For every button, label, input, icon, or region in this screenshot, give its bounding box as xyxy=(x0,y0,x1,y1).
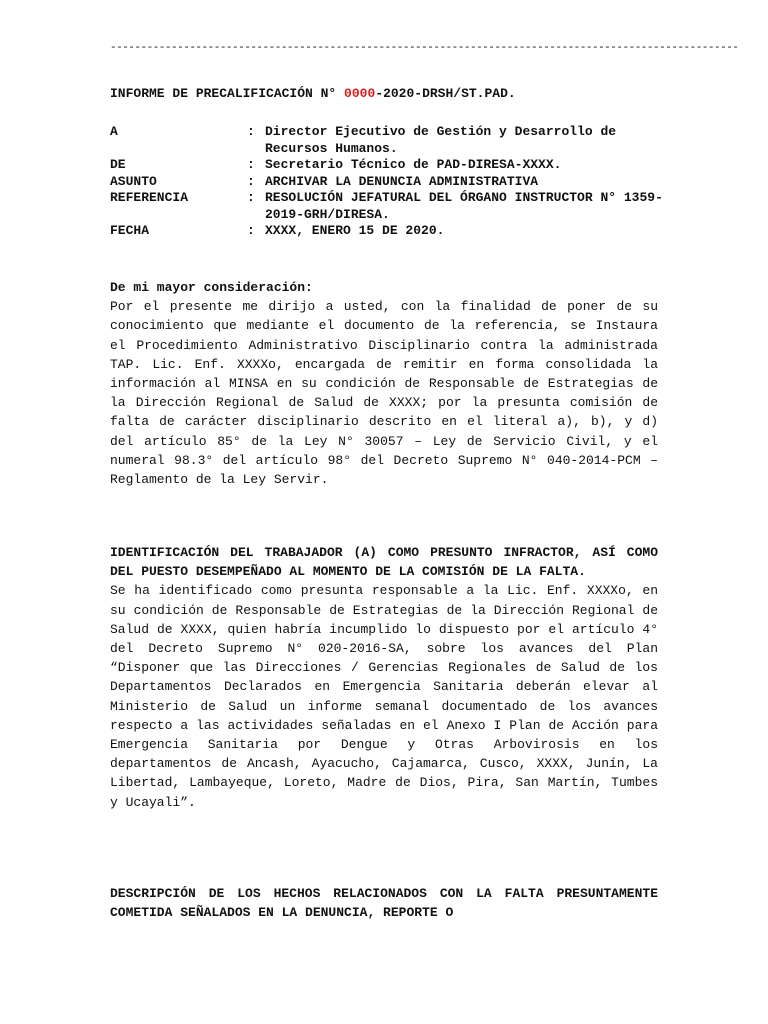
report-number: 0000 xyxy=(344,86,376,101)
report-title xyxy=(110,86,516,101)
header-row-subject xyxy=(110,174,670,191)
identification-heading: IDENTIFICACIÓN DEL TRABAJADOR (A) COMO PRESUNTO INFRACTOR, ASÍ COMO DEL PUESTO DESEMPEÑADO AL MOMENTO DE LA COMISIÓN DE LA FALTA. xyxy=(110,545,658,580)
description-section xyxy=(110,884,658,922)
identification-body: Se ha identificado como presunta responsable a la Lic. Enf. XXXXo, en su condición de Responsable de Estrategias de la Dirección Regional de Salud de XXXX, quien habría incumplido lo dispuesto por el artículo 4° del Decreto Supremo N° 020-2016-SA, sobre los avances del Plan “Disponer que las Direcciones / Gerencias Regionales de Salud de los Departamentos Declarados en Emergencia Sanitaria deberán elevar al Ministerio de Salud un informe semanal documentado de los avances respecto a las actividades señaladas en el Anexo I Plan de Acción para Emergencia Sanitaria por Dengue y Otras Arbovirosis en los departamentos de Ancash, Ayacucho, Cajamarca, Cusco, XXXX, Junín, La Libertad, Lambayeque, Loreto, Madre de Dios, Pira, San Martín, Tumbes y Ucayali”. xyxy=(110,583,658,810)
header-row-date xyxy=(110,223,670,240)
colon: : xyxy=(247,157,255,172)
to-label: A xyxy=(110,124,118,139)
reference-value: RESOLUCIÓN JEFATURAL DEL ÓRGANO INSTRUCTOR N° 1359-2019-GRH/DIRESA. xyxy=(265,190,663,222)
intro-section xyxy=(110,278,658,489)
header-row-from xyxy=(110,157,670,174)
date-label: FECHA xyxy=(110,223,150,238)
reference-label: REFERENCIA xyxy=(110,190,189,205)
from-value: Secretario Técnico de PAD-DIRESA-XXXX. xyxy=(265,157,562,172)
header-row-reference xyxy=(110,190,670,223)
memo-header xyxy=(110,124,670,240)
subject-value: ARCHIVAR LA DENUNCIA ADMINISTRATIVA xyxy=(265,173,539,189)
title-suffix: -2020-DRSH/ST.PAD. xyxy=(375,86,516,101)
colon: : xyxy=(247,124,255,139)
description-heading: DESCRIPCIÓN DE LOS HECHOS RELACIONADOS CON LA FALTA PRESUNTAMENTE COMETIDA SEÑALADOS EN LA DENUNCIA, REPORTE O xyxy=(110,886,658,921)
subject-label: ASUNTO xyxy=(110,173,157,189)
title-prefix: INFORME DE PRECALIFICACIÓN N° xyxy=(110,86,345,101)
from-label: DE xyxy=(110,157,126,172)
to-value: Director Ejecutivo de Gestión y Desarrollo de Recursos Humanos. xyxy=(265,124,617,156)
colon: : xyxy=(247,173,255,189)
colon: : xyxy=(247,223,255,238)
separator-line: ------------------------------------------------------------------------------------------------------- xyxy=(110,42,739,54)
date-value: XXXX, ENERO 15 DE 2020. xyxy=(265,223,445,238)
colon: : xyxy=(247,190,255,205)
header-row-to xyxy=(110,124,670,157)
intro-paragraph: Por el presente me dirijo a usted, con la finalidad de poner de su conocimiento que mediante el documento de la referencia, se Instaura el Procedimiento Administrativo Disciplinario contra la administrada TAP. Lic. Enf. XXXXo, encargada de remitir en forma consolidada la información al MINSA en su condición de Responsable de Estrategias de la Dirección Regional de Salud de XXXX; por la presunta comisión de falta de carácter disciplinario descrito en el literal a), b), y d) del artículo 85° de la Ley N° 30057 – Ley de Servicio Civil, y el numeral 98.3° del artículo 98° del Decreto Supremo N° 040-2014-PCM – Reglamento de la Ley Servir. xyxy=(110,299,658,488)
greeting: De mi mayor consideración: xyxy=(110,280,313,295)
identification-section xyxy=(110,543,658,812)
